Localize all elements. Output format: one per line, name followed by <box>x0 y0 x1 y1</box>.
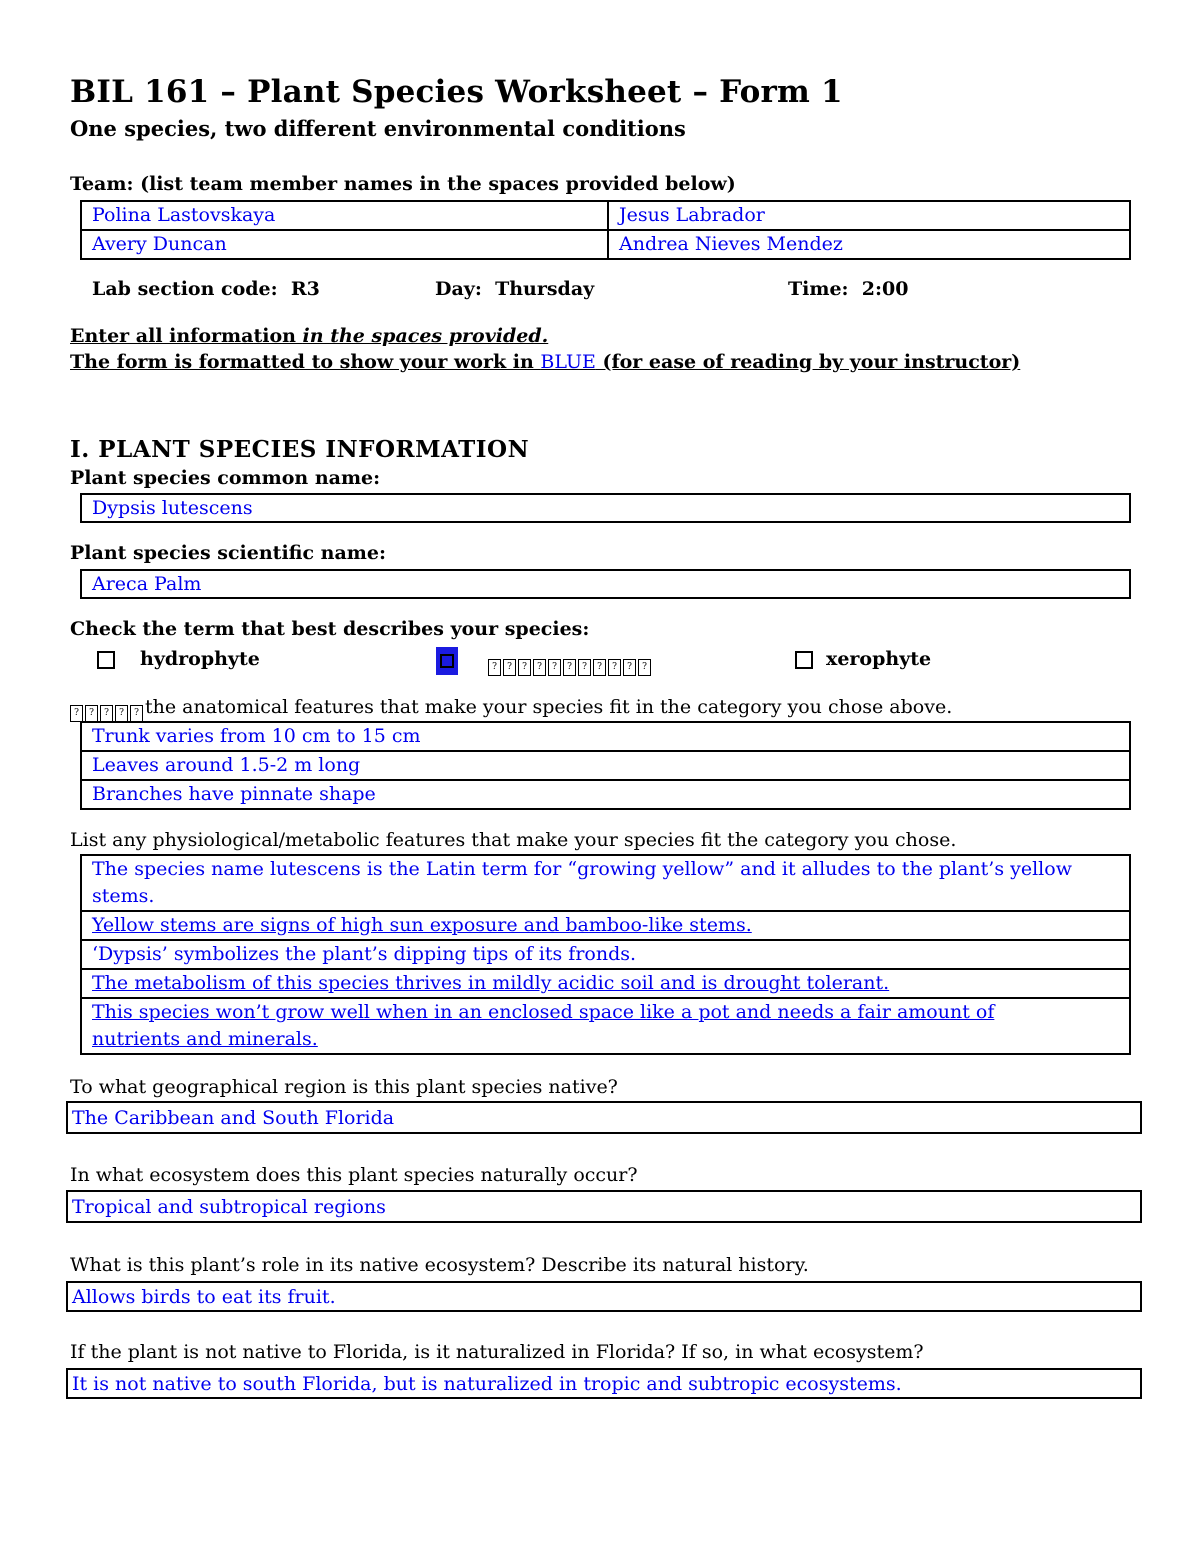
ecosystem-field[interactable]: Tropical and subtropical regions <box>66 1190 1142 1223</box>
region-label: To what geographical region is this plant species native? <box>70 1076 618 1098</box>
common-name-field[interactable]: Dypsis lutescens <box>80 493 1131 523</box>
physiological-row-5[interactable]: This species won’t grow well when in an enclosed space like a pot and needs a fair amount of nutrients and minerals. <box>81 998 1130 1054</box>
lab-section-label: Lab section code: <box>92 278 278 300</box>
instructions-line-2 <box>70 351 1020 373</box>
team-member-2[interactable]: Jesus Labrador <box>608 201 1130 230</box>
physiological-label: List any physiological/metabolic features that make your species fit the category you chose. <box>70 829 957 851</box>
page-title: BIL 161 – Plant Species Worksheet – Form 1 <box>70 74 843 110</box>
xerophyte-checkbox[interactable] <box>795 651 813 669</box>
missing-glyph-label: ? ? ? ? ? ? ? ? ? ? ? <box>488 650 653 676</box>
lab-section-code <box>92 278 320 300</box>
lab-time <box>788 278 908 300</box>
lab-section-value[interactable]: R3 <box>290 278 320 300</box>
anatomical-label-text: the anatomical features that make your species fit in the category you chose above. <box>145 696 953 718</box>
page-subtitle: One species, two different environmental conditions <box>70 116 686 141</box>
hydrophyte-checkbox[interactable] <box>97 651 115 669</box>
team-member-3[interactable]: Avery Duncan <box>81 230 608 259</box>
physiological-row-2[interactable]: Yellow stems are signs of high sun exposure and bamboo-like stems. <box>81 911 1130 940</box>
hydrophyte-label: hydrophyte <box>140 648 260 670</box>
anatomical-label: ? ? ? ? ? the anatomical features that make your species fit in the category you chose above. <box>70 696 952 722</box>
team-member-4[interactable]: Andrea Nieves Mendez <box>608 230 1130 259</box>
lab-time-label: Time: <box>788 278 849 300</box>
scientific-name-field[interactable]: Areca Palm <box>80 569 1131 599</box>
common-name-label: Plant species common name: <box>70 467 381 489</box>
xerophyte-label: xerophyte <box>826 648 932 670</box>
instructions-line-2-a: The form is formatted to show your work in <box>70 351 541 373</box>
mesophyte-checkbox-checked[interactable] <box>436 647 458 675</box>
physiological-table <box>80 854 1131 1055</box>
anatomical-row-3[interactable]: Branches have pinnate shape <box>81 780 1130 809</box>
section-heading: I. PLANT SPECIES INFORMATION <box>70 436 530 463</box>
scientific-name-label: Plant species scientific name: <box>70 542 386 564</box>
role-field[interactable]: Allows birds to eat its fruit. <box>66 1281 1142 1312</box>
ecosystem-label: In what ecosystem does this plant species naturally occur? <box>70 1164 638 1186</box>
instructions-line-1 <box>70 325 548 347</box>
instructions-line-2-b: (for ease of reading by your instructor) <box>595 351 1021 373</box>
instructions-line-1-a: Enter all information <box>70 325 303 347</box>
anatomical-row-1[interactable]: Trunk varies from 10 cm to 15 cm <box>81 722 1130 751</box>
lab-day <box>435 278 594 300</box>
instructions-blue-word: BLUE <box>540 351 596 373</box>
team-table <box>80 200 1131 260</box>
region-field[interactable]: The Caribbean and South Florida <box>66 1101 1142 1134</box>
lab-time-value[interactable]: 2:00 <box>861 278 909 300</box>
team-member-1[interactable]: Polina Lastovskaya <box>81 201 608 230</box>
naturalized-field[interactable]: It is not native to south Florida, but is naturalized in tropic and subtropic ecosystems. <box>66 1368 1142 1399</box>
physiological-row-4[interactable]: The metabolism of this species thrives in mildly acidic soil and is drought tolerant. <box>81 969 1130 998</box>
team-label: Team: (list team member names in the spaces provided below) <box>70 173 736 195</box>
instructions-line-1-b: in the spaces provided. <box>302 325 549 347</box>
anatomical-row-2[interactable]: Leaves around 1.5-2 m long <box>81 751 1130 780</box>
term-label: Check the term that best describes your species: <box>70 618 590 640</box>
physiological-row-3[interactable]: ‘Dypsis’ symbolizes the plant’s dipping tips of its fronds. <box>81 940 1130 969</box>
role-label: What is this plant’s role in its native ecosystem? Describe its natural history. <box>70 1254 809 1276</box>
anatomical-table <box>80 721 1131 810</box>
naturalized-label: If the plant is not native to Florida, is it naturalized in Florida? If so, in what ecosystem? <box>70 1341 924 1363</box>
lab-day-value[interactable]: Thursday <box>495 278 595 300</box>
physiological-row-1[interactable]: The species name lutescens is the Latin term for “growing yellow” and it alludes to the plant’s yellow stems. <box>81 855 1130 911</box>
lab-day-label: Day: <box>435 278 482 300</box>
